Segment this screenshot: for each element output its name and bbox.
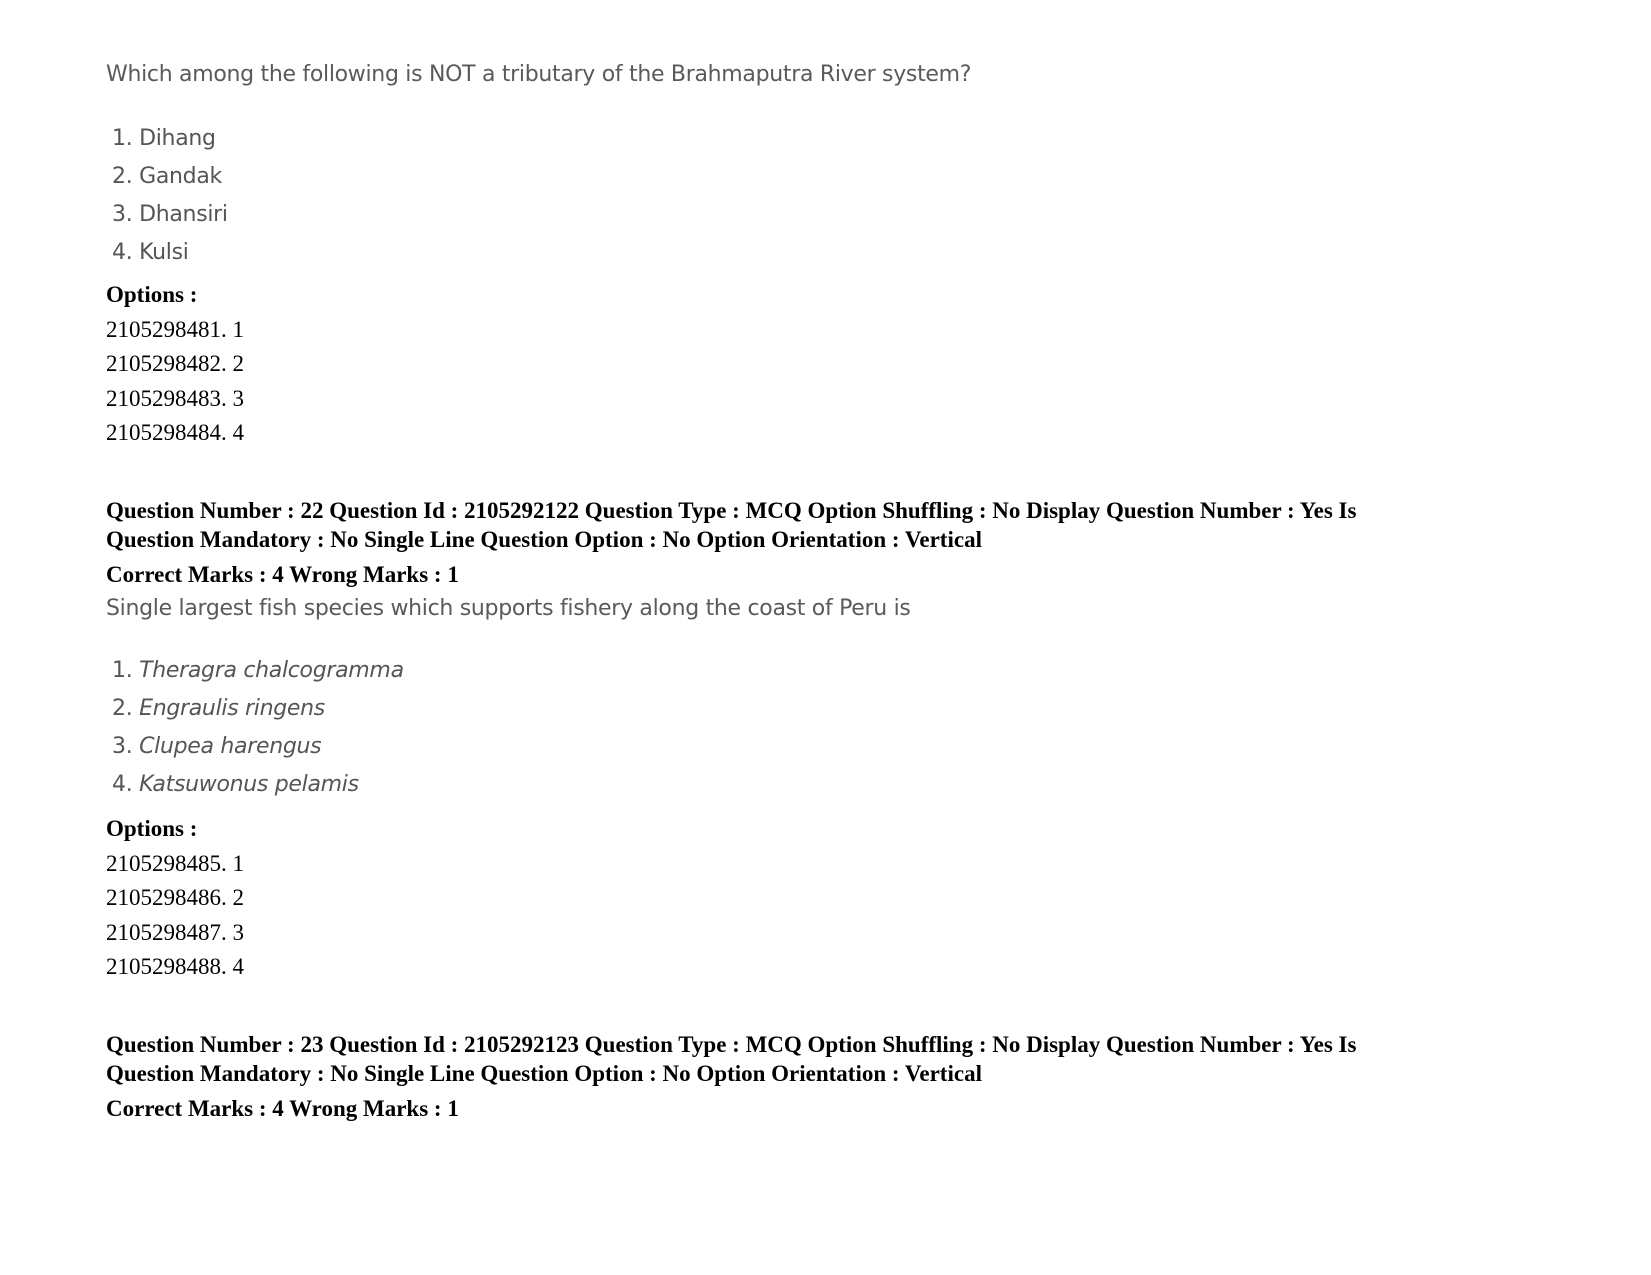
choice-item: 2. Gandak	[112, 164, 222, 189]
question-21-text: Which among the following is NOT a tributary of the Brahmaputra River system?	[106, 62, 972, 87]
choice-item: 3. Dhansiri	[112, 202, 228, 227]
meta-line: Question Mandatory : No Single Line Question Option : No Option Orientation : Vertical	[106, 527, 982, 552]
option-item: 2105298485. 1	[106, 850, 244, 876]
choice-item: 4. Kulsi	[112, 240, 189, 265]
option-item: 2105298482. 2	[106, 351, 244, 376]
question-22-text: Single largest fish species which supports fishery along the coast of Peru is	[106, 596, 911, 621]
question-22-meta	[106, 496, 1556, 554]
question-22-options	[106, 812, 244, 985]
question-21-options	[106, 278, 244, 451]
choice-item: 1. Dihang	[112, 126, 216, 151]
meta-line: Question Number : 22 Question Id : 2105292122 Question Type : MCQ Option Shuffling : No Display Question Number : Yes Is	[106, 498, 1357, 523]
question-23-meta	[106, 1030, 1556, 1088]
option-item: 2105298486. 2	[106, 885, 244, 910]
option-item: 2105298481. 1	[106, 316, 244, 342]
question-23-marks: Correct Marks : 4 Wrong Marks : 1	[106, 1096, 459, 1121]
option-item: 2105298488. 4	[106, 954, 244, 979]
question-22-marks: Correct Marks : 4 Wrong Marks : 1	[106, 562, 459, 587]
question-21-choices	[112, 120, 228, 272]
choice-item: 3. Clupea harengus	[112, 734, 322, 759]
options-label: Options :	[106, 816, 198, 841]
question-22-choices	[112, 652, 404, 804]
options-label: Options :	[106, 282, 198, 307]
option-item: 2105298483. 3	[106, 385, 244, 411]
meta-line: Question Mandatory : No Single Line Question Option : No Option Orientation : Vertical	[106, 1061, 982, 1086]
option-item: 2105298487. 3	[106, 919, 244, 945]
meta-line: Question Number : 23 Question Id : 2105292123 Question Type : MCQ Option Shuffling : No Display Question Number : Yes Is	[106, 1032, 1357, 1057]
choice-item: 4. Katsuwonus pelamis	[112, 772, 359, 797]
choice-item: 2. Engraulis ringens	[112, 696, 325, 721]
option-item: 2105298484. 4	[106, 420, 244, 445]
choice-item: 1. Theragra chalcogramma	[112, 658, 404, 683]
